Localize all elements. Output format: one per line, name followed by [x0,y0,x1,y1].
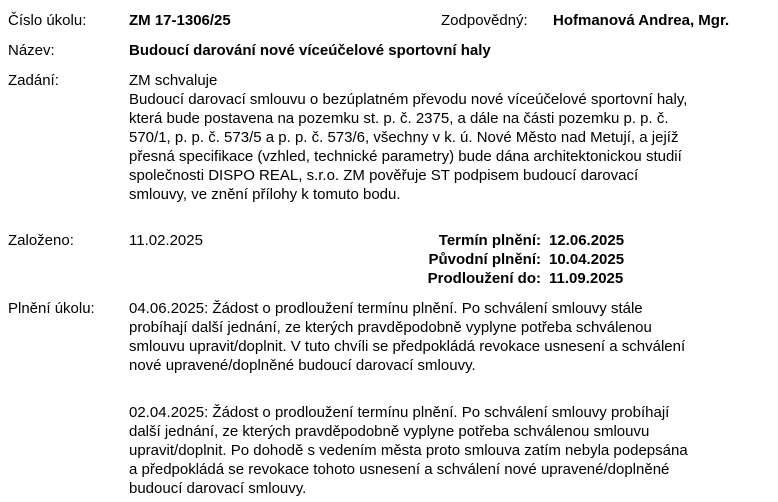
deadline-row [398,250,624,269]
responsible-person: Hofmanová Andrea, Mgr. [553,12,730,29]
deadline-label: Termín plnění: [438,232,541,249]
assignment-line: společnosti DISPO REAL, s.r.o. ZM pověřuje ST podpisem budoucí darovací [129,167,639,184]
fulfillment-entry [129,299,774,375]
fulfillment-label: Plnění úkolu: [8,300,95,317]
assignment-line: která bude postavena na pozemku st. p. č. 2375, a dále na části pozemku p. p. č. [129,110,669,127]
deadline-value: 12.06.2025 [549,232,625,249]
assignment-line: 570/1, p. p. č. 573/5 a p. p. č. 573/6, všechny v k. ú. Nové Město nad Metují, a jejíž [129,129,679,146]
fulfillment-entry [129,403,774,498]
fulfillment-line: 02.04.2025: Žádost o prodloužení termínu plnění. Po schválení smlouvy probíhají [129,404,670,421]
task-title: Budoucí darování nové víceúčelové sportovní haly [129,42,491,59]
fulfillment-line: další jednání, ze kterých pravděpodobně vyplyne potřeba schválenou smlouvu [129,423,650,440]
fulfillment-line: nové upravené/doplněné budoucí darovací smlouvy. [129,357,476,374]
assignment-label: Zadání: [8,72,59,89]
original-deadline-value: 10.04.2025 [549,251,625,268]
assignment-line: ZM schvaluje [129,72,218,89]
task-number: ZM 17-1306/25 [129,12,231,29]
deadline-row [398,231,624,250]
assignment-line: smlouvy, ve znění přílohy k tomuto bodu. [129,186,401,203]
extension-label: Prodloužení do: [427,270,541,287]
fulfillment-line: 04.06.2025: Žádost o prodloužení termínu plnění. Po schválení smlouvy stále [129,300,643,317]
assignment-line: Budoucí darovací smlouvu o bezúplatném převodu nové víceúčelové sportovní haly, [129,91,688,108]
task-number-label: Číslo úkolu: [8,12,87,29]
responsible-label: Zodpovědný: [441,12,528,29]
extension-value: 11.09.2025 [549,270,624,287]
created-date: 11.02.2025 [129,232,203,249]
fulfillment-line: upravit/doplnit. Po dohodě s vedením města proto smlouva zatím nebyla podepsána [129,442,688,459]
created-label: Založeno: [8,232,74,249]
original-deadline-label: Původní plnění: [428,251,541,268]
fulfillment-line: budoucí darovací smlouvy. [129,480,307,497]
deadline-row [398,269,624,288]
assignment-line: přesná specifikace (vzhled, technické parametry) bude dána architektonickou studií [129,148,682,165]
fulfillment-line: smlouvu upravit/doplnit. V tuto chvíli se předpokládá revokace usnesení a schválení [129,338,686,355]
fulfillment-line: probíhají další jednání, ze kterých pravděpodobně vyplyne potřeba schválenou [129,319,652,336]
fulfillment-line: a předpokládá se revokace tohoto usnesení a schválení nové upravené/doplněné [129,461,670,478]
assignment-text [129,71,774,204]
title-label: Název: [8,42,55,59]
deadlines-block [398,231,624,288]
